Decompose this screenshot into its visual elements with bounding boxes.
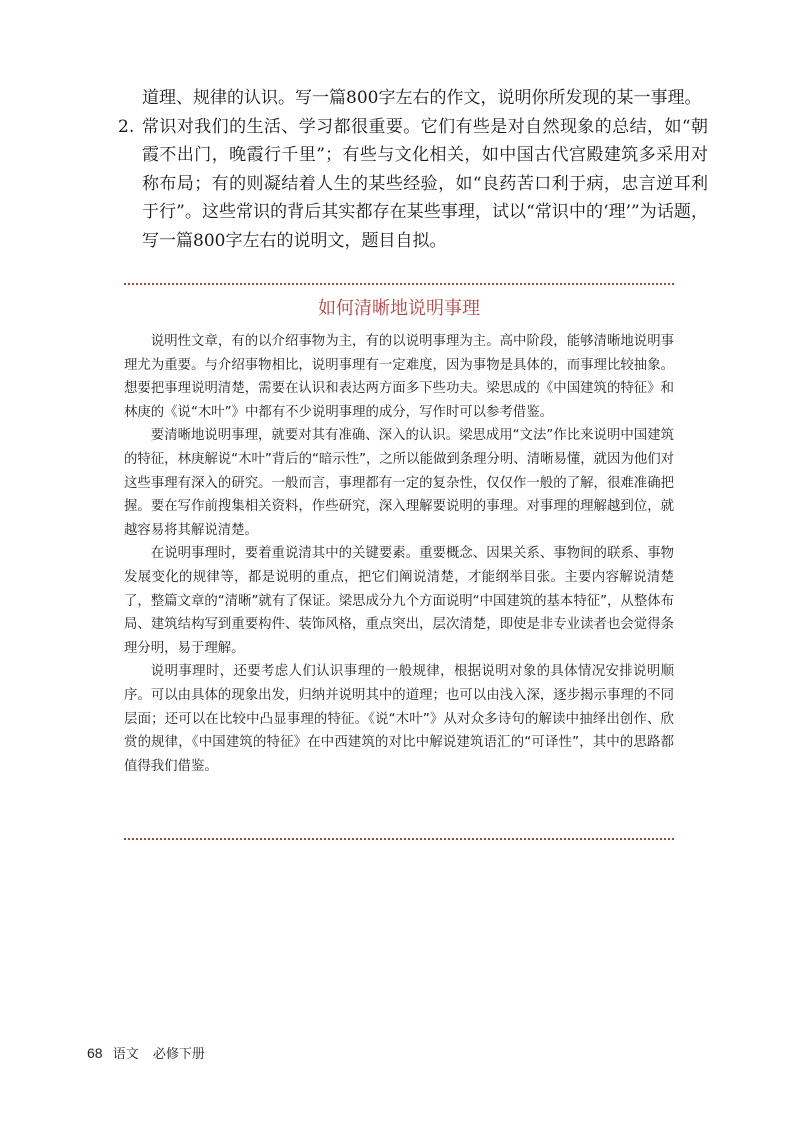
footer-subject: 语文 (112, 1047, 139, 1062)
section-bottom-divider (124, 838, 674, 840)
page-footer (87, 1043, 205, 1065)
section-body (124, 330, 674, 778)
exercise-block (118, 84, 708, 255)
section-paragraph: 要清晰地说明事理，就要对其有准确、深入的认识。梁思成用“文法”作比来说明中国建筑的特征，林庚解说“木叶”背后的“暗示性”，之所以能做到条理分明、清晰易懂，就因为他们对这些事理有深入的研究。一般而言，事理都有一定的复杂性，仅仅作一般的了解，很难准确把握。要在写作前搜集相关资料，作些研究，深入理解要说明的事理。对事理的理解越到位，就越容易将其解说清楚。 (124, 428, 674, 538)
section-top-divider (124, 283, 674, 285)
section-paragraph: 说明事理时，还要考虑人们认识事理的一般规律，根据说明对象的具体情况安排说明顺序。可以由具体的现象出发，归纳并说明其中的道理；也可以由浅入深，逐步揭示事理的不同层面；还可以在比较中凸显事理的特征。《说“木叶”》从对众多诗句的解读中抽绎出创作、欣赏的规律，《中国建筑的特征》在中西建筑的对比中解说建筑语汇的“可译性”，其中的思路都值得我们借鉴。 (124, 664, 674, 774)
exercise-item2 (118, 113, 708, 256)
section-paragraph: 说明性文章，有的以介绍事物为主，有的以说明事理为主。高中阶段，能够清晰地说明事理尤为重要。与介绍事物相比，说明事理有一定难度，因为事物是具体的，而事理比较抽象。想要把事理说明清楚，需要在认识和表达两方面多下些功夫。梁思成的《中国建筑的特征》和林庚的《说“木叶”》中都有不少说明事理的成分，写作时可以参考借鉴。 (124, 334, 674, 420)
exercise-item1-tail: 道理、规律的认识。写一篇800字左右的作文，说明你所发现的某一事理。 (142, 88, 702, 108)
footer-volume: 必修下册 (152, 1047, 205, 1062)
exercise-item2-text: 常识对我们的生活、学习都很重要。它们有些是对自然现象的总结，如“朝霞不出门，晚霞行千里”；有些与文化相关，如中国古代宫殿建筑多采用对称布局；有的则凝结着人生的某些经验，如“良药苦口利于病，忠言逆耳利于行”。这些常识的背后其实都存在某些事理，试以“常识中的‘理’”为话题，写一篇800字左右的说明文，题目自拟。 (142, 116, 708, 251)
section-paragraph: 在说明事理时，要着重说清其中的关键要素。重要概念、因果关系、事物间的联系、事物发展变化的规律等，都是说明的重点，把它们阐说清楚，才能纲举目张。主要内容解说清楚了，整篇文章的“清晰”就有了保证。梁思成分九个方面说明“中国建筑的基本特征”，从整体布局、建筑结构写到重要构件、装饰风格，重点突出，层次清楚，即使是非专业读者也会觉得条理分明，易于理解。 (124, 546, 674, 656)
section-title: 如何清晰地说明事理 (318, 298, 480, 319)
exercise-item2-number: 2. (118, 116, 135, 137)
page-number: 68 (87, 1045, 103, 1061)
